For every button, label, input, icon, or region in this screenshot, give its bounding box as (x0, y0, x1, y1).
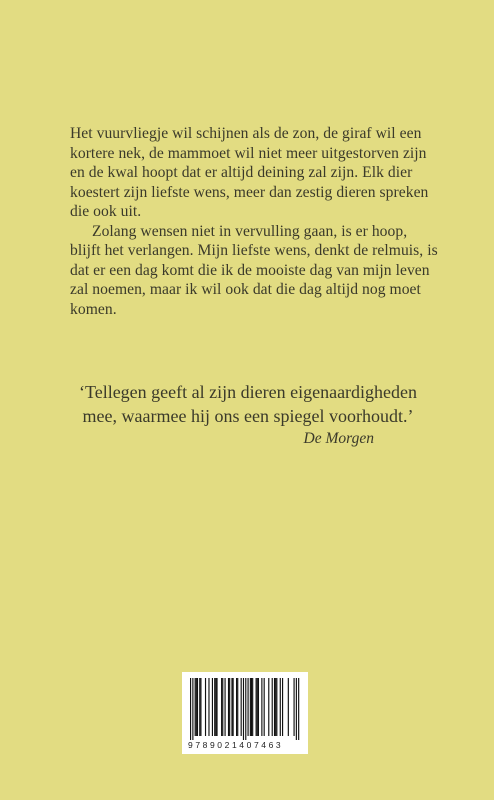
quote-text: ‘Tellegen geeft al zijn dieren eigenaardigheden mee, waarmee hij ons een spiegel voorhoudt.’ (78, 382, 418, 426)
barcode-bar (197, 678, 198, 736)
barcode-bar (196, 678, 197, 736)
blurb-paragraph-2: Zolang wensen niet in vervulling gaan, is er hoop, blijft het verlangen. Mijn liefste wens, denkt de relmuis, is dat er een dag komt die ik de mooiste dag van mijn leven zal noemen, maar ik wil ook dat die dag altijd nog moet komen. (70, 222, 438, 318)
barcode-bar (280, 678, 281, 736)
barcode-bar (200, 678, 201, 736)
barcode-bar (222, 678, 223, 736)
barcode-bar (208, 678, 209, 736)
barcode-bar (272, 678, 273, 736)
barcode-bar (257, 678, 258, 736)
barcode-bar (231, 678, 232, 736)
barcode-bar (264, 678, 265, 736)
barcode-bar (294, 678, 295, 736)
barcode-bar (190, 678, 191, 740)
barcode-digits: 9789021407463 (188, 740, 284, 750)
blurb-text (70, 124, 440, 319)
barcode-bar (221, 678, 222, 736)
barcode-bar (241, 678, 242, 736)
barcode-bar (296, 678, 297, 740)
barcode-bar (215, 678, 216, 736)
barcode-bar (225, 678, 226, 736)
barcode-bar (236, 678, 237, 736)
barcode-bar (233, 678, 234, 736)
barcode-bar (199, 678, 200, 736)
barcode-bar (258, 678, 259, 736)
barcode-bar (237, 678, 238, 736)
barcode-bar (288, 678, 289, 736)
barcode-bar (195, 678, 196, 736)
barcode-bar (229, 678, 230, 736)
barcode-bar (251, 678, 252, 736)
barcode-bar (252, 678, 253, 736)
barcode-bar (214, 678, 215, 736)
barcode-bar (276, 678, 277, 736)
barcode-bar (298, 678, 299, 740)
barcode-bar (216, 678, 217, 736)
barcode-bar (275, 678, 276, 736)
barcode-bar (205, 678, 206, 736)
barcode-bar (248, 678, 249, 736)
barcode (182, 672, 308, 754)
barcode-bar (268, 678, 269, 736)
barcode-bar (192, 678, 193, 740)
barcode-bar (274, 678, 275, 736)
barcode-bar (282, 678, 283, 736)
barcode-bar (212, 678, 213, 736)
barcode-bar (243, 678, 244, 740)
barcode-bar (261, 678, 262, 736)
barcode-bar (228, 678, 229, 736)
blurb-paragraph-1: Het vuurvliegje wil schijnen als de zon, de giraf wil een kortere nek, de mammoet wil niet meer uitgestorven zijn en de kwal hoopt dat er altijd deining zal zijn. Elk dier koestert zijn liefste wens, meer dan zestig dieren spreken die ook uit. (70, 125, 429, 220)
barcode-bar (245, 678, 246, 740)
barcode-bar (250, 678, 251, 736)
quote-source: De Morgen (303, 430, 374, 447)
review-quote (70, 380, 426, 450)
barcode-bar (256, 678, 257, 736)
